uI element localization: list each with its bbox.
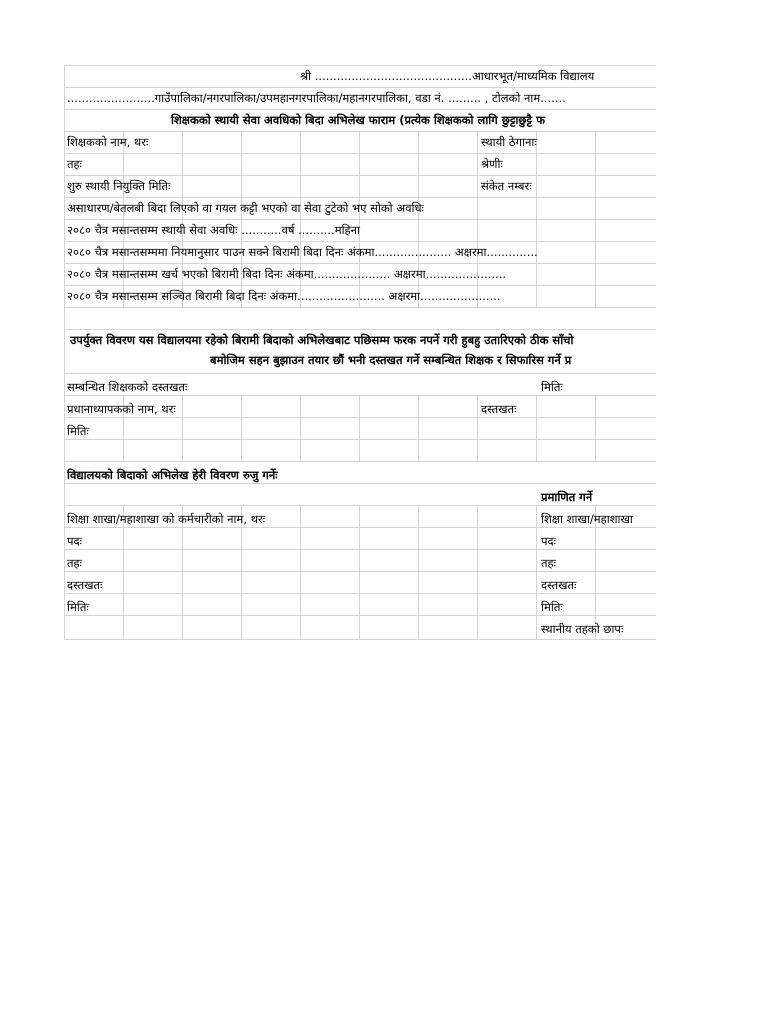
school-name-line: श्री ...........................................आधारभूत/माध्यमिक विद्यालय [300, 69, 595, 83]
verifier-date-label: मितिः [67, 600, 89, 614]
code-number-label: संकेत नम्बरः [481, 179, 532, 193]
declaration-line-2: बमोजिम सहन बुझाउन तयार छौं भनी दस्तखत गर्ने सम्बन्धित शिक्षक र सिफारिस गर्ने प्र [210, 353, 572, 367]
verification-title: विद्यालयको बिदाको अभिलेख हेरी विवरण रुजु गर्नेः [67, 468, 278, 482]
certifier-date-label: मितिः [541, 600, 563, 614]
sick-leave-entitled-label: २०८० चैत्र मसान्तसम्ममा नियमानुसार पाउन सक्ने बिरामी बिदा दिनः अंकमा..................... अक्षरमा.............. [67, 245, 538, 259]
teacher-signature-label: सम्बन्धित शिक्षकको दस्तखतः [67, 380, 188, 394]
sick-leave-used-label: २०८० चैत्र मसान्तसम्म खर्च भएको बिरामी बिदा दिनः अंकमा..................... अक्षरमा...................... [67, 267, 507, 281]
declaration-line-1: उपर्युक्त विवरण यस विद्यालयमा रहेको बिरामी बिदाको अभिलेखबाट पछिसम्म फरक नपर्ने गरी हुबहु उतारिएको ठीक साँचो [70, 333, 574, 347]
headmaster-name-label: प्रधानाध्यापकको नाम, थरः [67, 402, 176, 416]
verifier-level-label: तहः [67, 556, 82, 570]
certify-branch-label: शिक्षा शाखा/महाशाखा [541, 512, 633, 526]
headmaster-date-label: मितिः [67, 424, 89, 438]
certifier-post-label: पदः [541, 534, 556, 548]
leave-record-form-sheet [64, 65, 656, 640]
staff-name-label: शिक्षा शाखा/महाशाखा को कर्मचारीको नाम, थरः [67, 512, 266, 526]
extraordinary-leave-label: असाधारण/बेतलबी बिदा लिएको वा गयल कट्टी भएको वा सेवा टुटेको भए सोको अवधिः [67, 201, 424, 215]
level-label: तहः [67, 157, 82, 171]
class-label: श्रेणीः [481, 157, 503, 171]
municipality-line: ........................गाउँपालिका/नगरपालिका/उपमहानगरपालिका/महानगरपालिका, वडा नं. ......... , टोलको नाम....... [67, 91, 566, 105]
certify-title: प्रमाणित गर्ने [541, 490, 593, 504]
local-stamp-label: स्थानीय तहको छापः [541, 622, 624, 636]
teacher-signature-date-label: मितिः [541, 380, 563, 394]
certifier-level-label: तहः [541, 556, 556, 570]
headmaster-signature-label: दस्तखतः [481, 402, 517, 416]
certifier-signature-label: दस्तखतः [541, 578, 577, 592]
sick-leave-accumulated-label: २०८० चैत्र मसान्तसम्म सञ्चित बिरामी बिदा दिनः अंकमा........................ अक्षरमा...................... [67, 289, 501, 303]
teacher-name-label: शिक्षकको नाम, थरः [67, 135, 149, 149]
permanent-address-label: स्थायी ठेगानाः [481, 135, 537, 149]
verifier-post-label: पदः [67, 534, 82, 548]
verifier-signature-label: दस्तखतः [67, 578, 103, 592]
appointment-date-label: शुरु स्थायी नियुक्ति मितिः [67, 179, 171, 193]
service-period-label: २०८० चैत्र मसान्तसम्म स्थायी सेवा अवधिः ...........वर्ष ..........महिना [67, 223, 361, 237]
form-title: शिक्षकको स्थायी सेवा अवधिको बिदा अभिलेख फाराम (प्रत्येक शिक्षकको लागि छुट्टाछुट्टै फ [171, 113, 545, 127]
